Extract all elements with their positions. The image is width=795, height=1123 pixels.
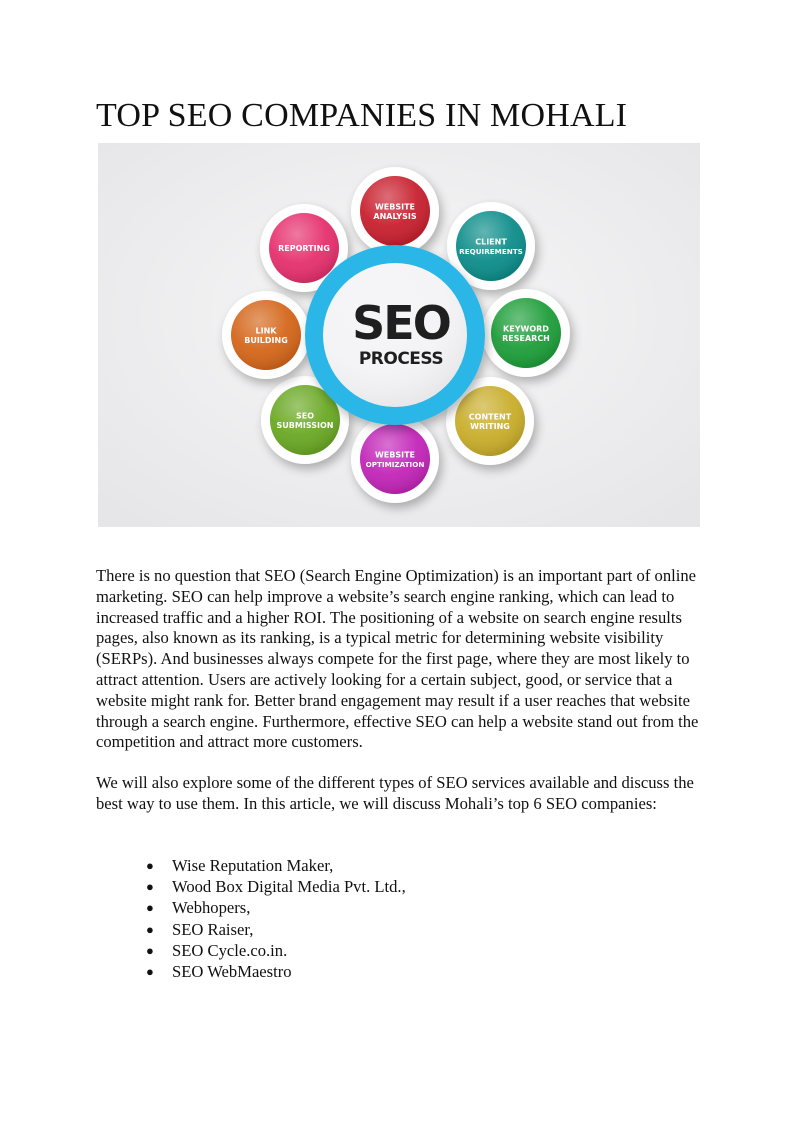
list-item [146, 961, 406, 982]
company-list [146, 855, 406, 982]
company-name: SEO WebMaestro [172, 962, 292, 982]
bullet-icon: ● [146, 964, 154, 980]
company-name: Webhopers, [172, 898, 251, 918]
list-item [146, 855, 406, 876]
bullet-icon: ● [146, 921, 154, 937]
center-title: SEO [352, 296, 450, 350]
list-item [146, 876, 406, 897]
node-label: OPTIMIZATION [365, 459, 425, 469]
node-label: BUILDING [244, 335, 288, 345]
bullet-icon: ● [146, 942, 154, 958]
node-label: SEO [295, 411, 315, 421]
node-label: WRITING [470, 421, 510, 431]
bullet-icon: ● [146, 879, 154, 895]
seo-process-diagram [98, 143, 700, 527]
node-label: CONTENT [468, 412, 512, 422]
node-label: KEYWORD [503, 324, 549, 334]
article-paragraph: We will also explore some of the different types of SEO services available and discuss the best way to use them. In this article, we will discuss Mohali’s top 6 SEO companies: [96, 773, 694, 813]
node-label: LINK [255, 326, 277, 336]
node-label: CLIENT [475, 237, 507, 247]
intro-paragraph: There is no question that SEO (Search Engine Optimization) is an important part of online marketing. SEO can help improve a website’s search engine ranking, which can lead to increased traffic and a higher ROI. The positioning of a website on search engine results pages, also known as its ranking, is a typical metric for determining website visibility (SERPs). And businesses always compete for the first page, where they are most likely to attract attention. Users are actively looking for a certain subject, good, or service that a website might rank for. Better brand engagement may result if a user reaches that website through a search engine. Furthermore, effective SEO can help a website stand out from the competition and attract more customers. [96, 566, 699, 752]
center-hub [305, 245, 485, 425]
company-name: SEO Cycle.co.in. [172, 940, 288, 960]
process-step-node [351, 167, 439, 255]
center-subtitle: PROCESS [358, 349, 444, 369]
list-item [146, 897, 406, 918]
process-step-node [222, 291, 310, 379]
node-label: ANALYSIS [373, 211, 417, 221]
list-item [146, 919, 406, 940]
node-label: WEBSITE [374, 202, 416, 212]
company-name: SEO Raiser, [172, 919, 254, 939]
list-item [146, 940, 406, 961]
node-label: RESEARCH [502, 333, 550, 343]
company-name: Wise Reputation Maker, [172, 856, 334, 875]
process-step-node [351, 415, 439, 503]
process-step-node [482, 289, 570, 377]
bullet-icon: ● [146, 858, 154, 873]
node-label: REPORTING [278, 244, 330, 253]
company-name: Wood Box Digital Media Pvt. Ltd., [172, 877, 406, 897]
node-label: WEBSITE [374, 450, 416, 460]
node-label: REQUIREMENTS [459, 246, 523, 256]
page-title: TOP SEO COMPANIES IN MOHALI [96, 97, 628, 134]
node-label: SUBMISSION [276, 420, 334, 430]
bullet-icon: ● [146, 900, 154, 916]
